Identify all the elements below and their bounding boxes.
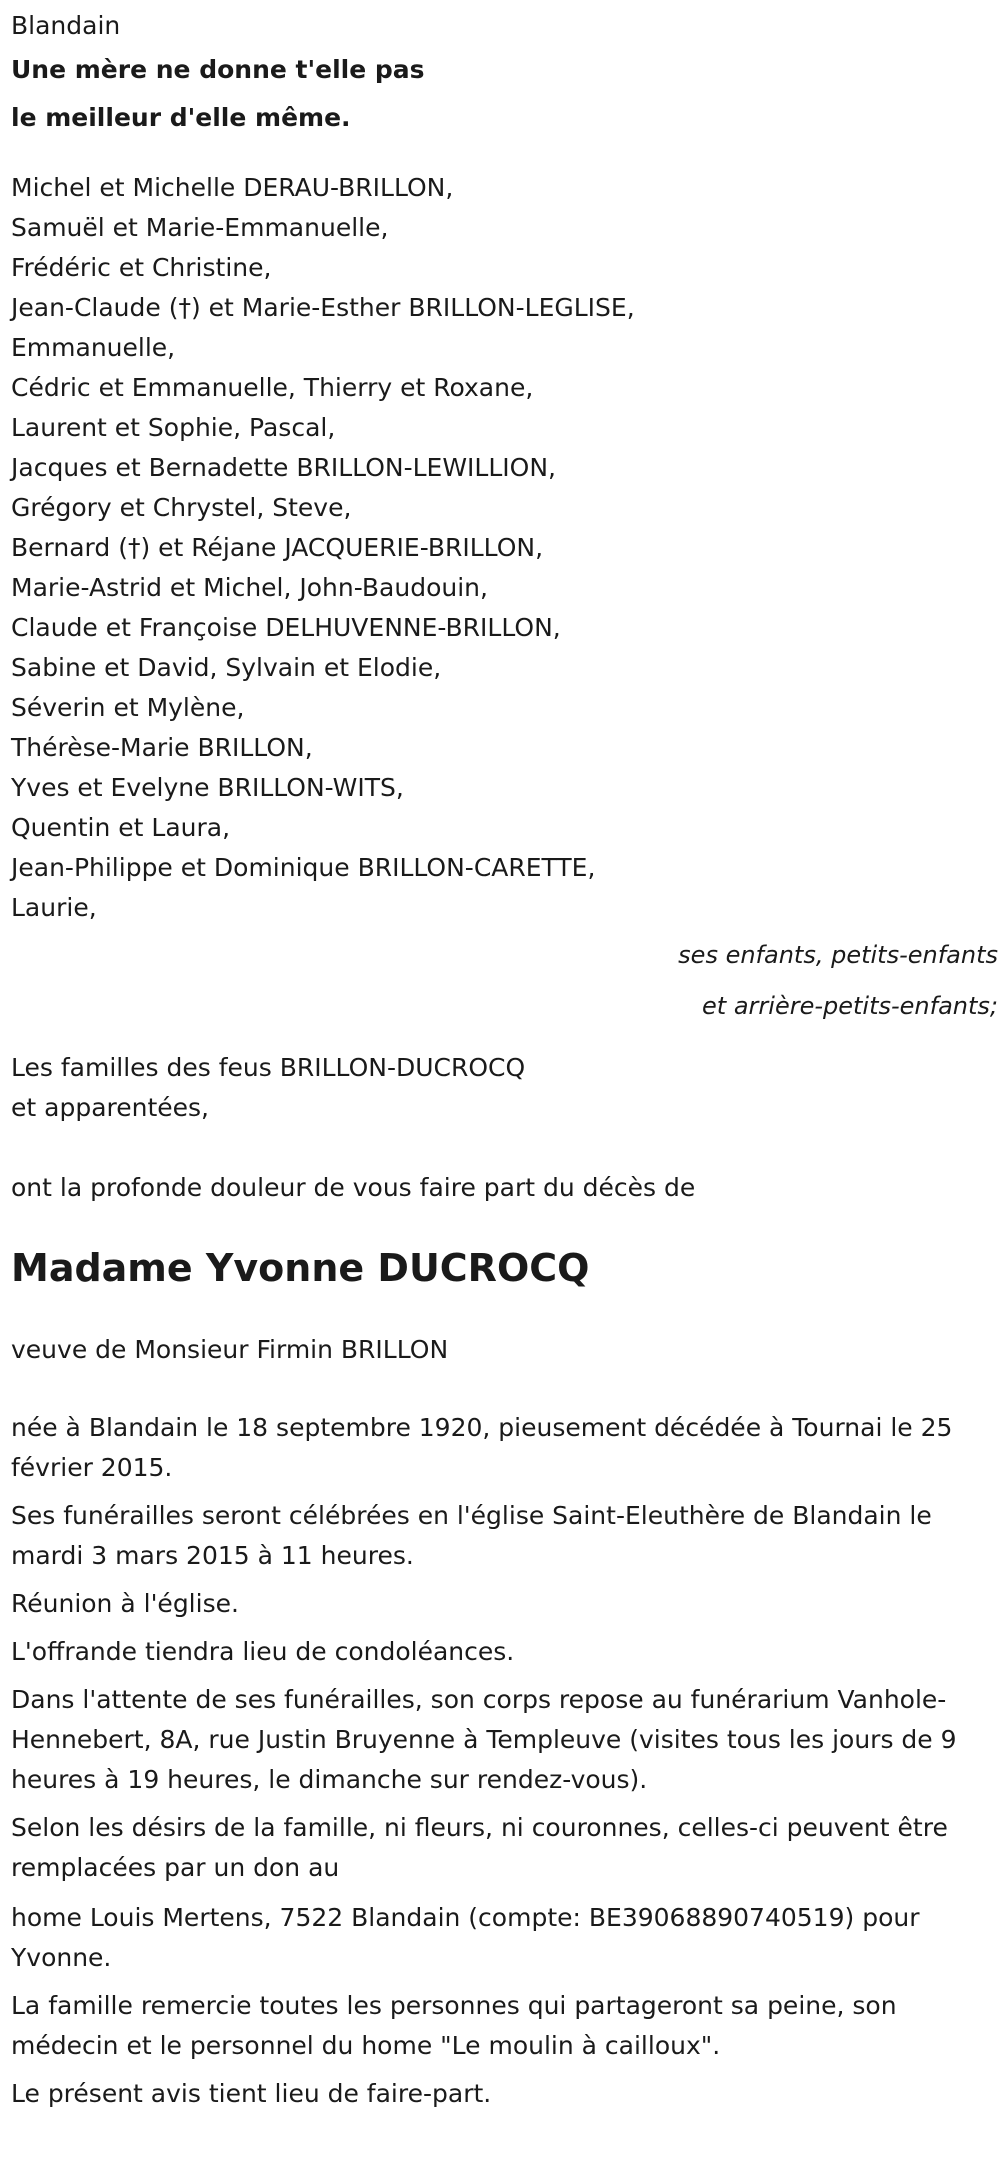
family-line: Emmanuelle,	[11, 333, 176, 362]
family-line: Jacques et Bernadette BRILLON-LEWILLION,	[11, 453, 556, 482]
family-line: Marie-Astrid et Michel, John-Baudouin,	[11, 573, 488, 602]
wishes-paragraph: Selon les désirs de la famille, ni fleurs, ni couronnes, celles-ci peuvent être remplacées par un don au	[11, 1813, 948, 1882]
birth-death-paragraph: née à Blandain le 18 septembre 1920, pieusement décédée à Tournai le 25 février 2015.	[11, 1413, 953, 1482]
family-line: Bernard (†) et Réjane JACQUERIE-BRILLON,	[11, 533, 544, 562]
family-line: Séverin et Mylène,	[11, 693, 245, 722]
thanks-paragraph: La famille remercie toutes les personnes qui partageront sa peine, son médecin et le personnel du home "Le moulin à cailloux".	[11, 1991, 897, 2060]
quote-line-2: le meilleur d'elle même.	[11, 103, 351, 132]
family-line: Jean-Claude (†) et Marie-Esther BRILLON-LEGLISE,	[11, 293, 635, 322]
family-line: Yves et Evelyne BRILLON-WITS,	[11, 773, 404, 802]
meeting-paragraph: Réunion à l'église.	[11, 1589, 239, 1618]
opening-quote	[11, 46, 993, 142]
family-line: Sabine et David, Sylvain et Elodie,	[11, 653, 442, 682]
family-line: Michel et Michelle DERAU-BRILLON,	[11, 173, 454, 202]
closing-paragraph: Le présent avis tient lieu de faire-part.	[11, 2079, 492, 2108]
details-section	[11, 1408, 993, 2114]
signature-line-2: et arrière-petits-enfants;	[702, 992, 998, 1020]
family-line: Samuël et Marie-Emmanuelle,	[11, 213, 389, 242]
widow-of-text: veuve de Monsieur Firmin BRILLON	[11, 1335, 449, 1364]
quote-line-1: Une mère ne donne t'elle pas	[11, 55, 425, 84]
offering-paragraph: L'offrande tiendra lieu de condoléances.	[11, 1637, 515, 1666]
family-line: Laurie,	[11, 893, 97, 922]
funeral-paragraph: Ses funérailles seront célébrées en l'église Saint-Eleuthère de Blandain le mardi 3 mars 2015 à 11 heures.	[11, 1501, 932, 1570]
announcement-text: ont la profonde douleur de vous faire part du décès de	[11, 1173, 696, 1202]
obituary-notice	[11, 0, 998, 2114]
family-line: Jean-Philippe et Dominique BRILLON-CARETTE,	[11, 853, 596, 882]
family-list	[11, 168, 993, 928]
family-line: Frédéric et Christine,	[11, 253, 272, 282]
deceased-name: Madame Yvonne DUCROCQ	[11, 1246, 590, 1290]
family-line: Thérèse-Marie BRILLON,	[11, 733, 313, 762]
family-line: Grégory et Chrystel, Steve,	[11, 493, 352, 522]
funerarium-paragraph: Dans l'attente de ses funérailles, son corps repose au funérarium Vanhole-Hennebert, 8A, rue Justin Bruyenne à Templeuve (visites tous les jours de 9 heures à 19 heures, le dimanche sur rendez-vous).	[11, 1685, 957, 1794]
family-signature	[11, 928, 998, 1038]
donation-paragraph: home Louis Mertens, 7522 Blandain (compte: BE39068890740519) pour Yvonne.	[11, 1903, 920, 1972]
signature-line-1: ses enfants, petits-enfants	[678, 941, 998, 969]
other-families-line-2: et apparentées,	[11, 1093, 209, 1122]
other-families	[11, 1048, 993, 1128]
family-line: Claude et Françoise DELHUVENNE-BRILLON,	[11, 613, 561, 642]
family-line: Cédric et Emmanuelle, Thierry et Roxane,	[11, 373, 534, 402]
location-text: Blandain	[11, 11, 121, 40]
other-families-line-1: Les familles des feus BRILLON-DUCROCQ	[11, 1053, 526, 1082]
family-line: Quentin et Laura,	[11, 813, 231, 842]
family-line: Laurent et Sophie, Pascal,	[11, 413, 336, 442]
